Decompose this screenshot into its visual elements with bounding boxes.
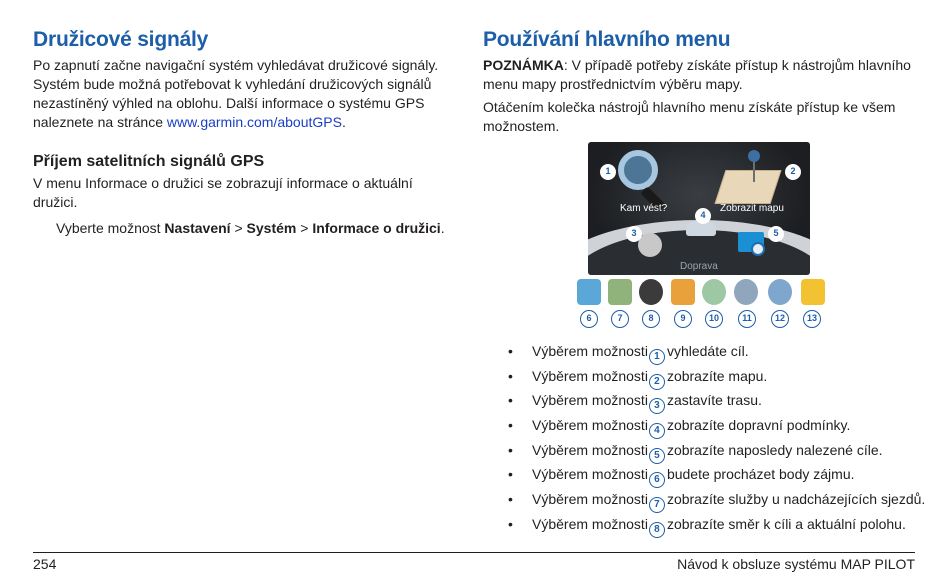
trip-icon[interactable] bbox=[702, 279, 726, 305]
list-item-text: zastavíte trasu. bbox=[666, 392, 762, 409]
list-item-prefix: Výběrem možnosti bbox=[532, 417, 648, 434]
step-item-satellite-info: Informace o družici bbox=[312, 220, 441, 236]
main-menu-screenshot bbox=[574, 142, 826, 336]
list-item bbox=[508, 465, 928, 490]
traffic-icon bbox=[686, 222, 716, 236]
intro-paragraph bbox=[33, 56, 453, 132]
marker-3: 3 bbox=[626, 226, 642, 242]
bullet: • bbox=[508, 491, 513, 508]
bullet: • bbox=[508, 392, 513, 409]
bullet: • bbox=[508, 367, 513, 384]
instruction-step bbox=[33, 219, 453, 238]
clock-icon bbox=[751, 242, 765, 256]
list-item-prefix: Výběrem možnosti bbox=[532, 392, 648, 409]
callout-10: 10 bbox=[705, 310, 723, 328]
callout-11: 11 bbox=[738, 310, 756, 328]
list-item bbox=[508, 342, 928, 367]
marker-1: 1 bbox=[600, 164, 616, 180]
volume-icon[interactable] bbox=[734, 279, 758, 305]
list-item-prefix: Výběrem možnosti bbox=[532, 343, 648, 359]
device-screen bbox=[588, 142, 810, 275]
section-heading-satellites: Družicové signály bbox=[33, 28, 209, 51]
section-heading-main-menu: Používání hlavního menu bbox=[483, 28, 731, 51]
list-item-text: zobrazíte služby u nadcházejících sjezdů. bbox=[666, 491, 926, 508]
list-item-prefix: Výběrem možnosti bbox=[532, 515, 648, 532]
where-to-label: Kam vést? bbox=[620, 203, 668, 214]
note-text: : V případě potřeby získáte přístup k nástrojům hlavního menu mapy prostřednictvím výběru mapy. bbox=[483, 57, 911, 92]
callout-7: 7 bbox=[611, 310, 629, 328]
list-item bbox=[508, 490, 928, 515]
list-item-prefix: Výběrem možnosti bbox=[532, 466, 648, 483]
garmin-gps-link[interactable]: www.garmin.com/aboutGPS bbox=[166, 114, 342, 130]
warning-icon[interactable] bbox=[801, 279, 825, 305]
list-item-prefix: Výběrem možnosti bbox=[532, 367, 648, 384]
settings-icon[interactable] bbox=[768, 279, 792, 305]
list-item-number: 8 bbox=[649, 522, 665, 538]
list-item-number: 1 bbox=[649, 349, 665, 365]
list-item-text: zobrazíte směr k cíli a aktuální polohu. bbox=[666, 515, 906, 532]
footer-title: Návod k obsluze systému MAP PILOT bbox=[677, 556, 915, 572]
list-item-prefix: Výběrem možnosti bbox=[532, 441, 648, 458]
list-item-text: budete procházet body zájmu. bbox=[666, 466, 855, 483]
callout-8: 8 bbox=[642, 310, 660, 328]
callout-13: 13 bbox=[803, 310, 821, 328]
list-item bbox=[508, 391, 928, 416]
list-item-number: 4 bbox=[649, 423, 665, 439]
step-prefix: Vyberte možnost bbox=[56, 220, 165, 236]
detour-icon[interactable] bbox=[671, 279, 695, 305]
list-item-number: 5 bbox=[649, 448, 665, 464]
tool-icon-bar bbox=[574, 279, 826, 309]
view-map-label: Zobrazit mapu bbox=[720, 203, 784, 214]
subheading-gps-signals: Příjem satelitních signálů GPS bbox=[33, 153, 265, 170]
list-item-text: zobrazíte mapu. bbox=[666, 367, 768, 384]
step-item-settings: Nastavení bbox=[164, 220, 231, 236]
footer-divider bbox=[33, 552, 915, 553]
left-column bbox=[33, 28, 453, 238]
list-item-text: vyhledáte cíl. bbox=[666, 343, 749, 359]
page-number: 254 bbox=[33, 556, 57, 572]
list-item bbox=[508, 416, 928, 441]
step-item-system: Systém bbox=[246, 220, 297, 236]
map-icon bbox=[714, 170, 781, 204]
list-item bbox=[508, 367, 928, 392]
step-separator: > bbox=[230, 220, 247, 236]
bullet: • bbox=[508, 515, 513, 532]
callout-9: 9 bbox=[674, 310, 692, 328]
bullet: • bbox=[508, 466, 513, 483]
note-label: POZNÁMKA bbox=[483, 57, 564, 73]
marker-4: 4 bbox=[695, 208, 711, 224]
bullet: • bbox=[508, 343, 513, 359]
list-item-text: zobrazíte dopravní podmínky. bbox=[666, 417, 851, 434]
list-item bbox=[508, 515, 928, 540]
step-separator: > bbox=[296, 220, 313, 236]
pin-stem bbox=[753, 160, 755, 182]
right-column bbox=[483, 28, 923, 136]
callout-12: 12 bbox=[771, 310, 789, 328]
intro-suffix: . bbox=[341, 114, 346, 130]
menu-options-list bbox=[508, 342, 928, 540]
list-item bbox=[508, 441, 928, 466]
list-item-number: 3 bbox=[649, 398, 665, 414]
compass-icon[interactable] bbox=[639, 279, 663, 305]
bullet: • bbox=[508, 441, 513, 458]
list-item-prefix: Výběrem možnosti bbox=[532, 491, 648, 508]
marker-2: 2 bbox=[785, 164, 801, 180]
list-item-number: 6 bbox=[649, 472, 665, 488]
magnifier-icon bbox=[618, 150, 658, 190]
bullet: • bbox=[508, 417, 513, 434]
exit-services-icon[interactable] bbox=[608, 279, 632, 305]
wheel-paragraph: Otáčením kolečka nástrojů hlavního menu získáte přístup ke všem možnostem. bbox=[483, 99, 896, 134]
callout-row bbox=[574, 310, 826, 330]
marker-5: 5 bbox=[768, 226, 784, 242]
traffic-label: Doprava bbox=[680, 261, 718, 272]
list-item-number: 7 bbox=[649, 497, 665, 513]
list-item-number: 2 bbox=[649, 374, 665, 390]
list-item-text: zobrazíte naposledy nalezené cíle. bbox=[666, 441, 883, 458]
callout-6: 6 bbox=[580, 310, 598, 328]
poi-icon[interactable] bbox=[577, 279, 601, 305]
step-suffix: . bbox=[440, 220, 445, 236]
note-paragraph bbox=[483, 56, 923, 94]
satellite-info-text: V menu Informace o družici se zobrazují informace o aktuální družici. bbox=[33, 175, 413, 210]
pin-icon bbox=[748, 150, 760, 162]
intro-text: Po zapnutí začne navigační systém vyhledávat družicové signály. Systém bude možná potřebovat k vyhledání družicových signálů nezastíněný výhled na oblohu. Další informace o systému GPS naleznete na stránce bbox=[33, 57, 439, 130]
